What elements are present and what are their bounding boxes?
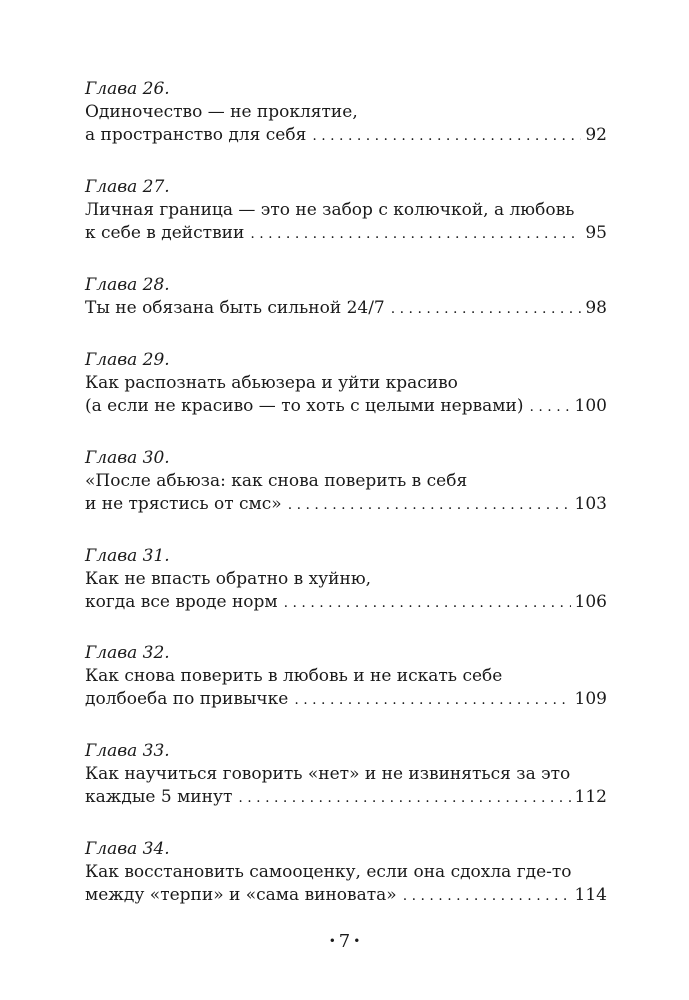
chapter-label: Глава 30. [85, 448, 170, 468]
toc-entry [85, 545, 607, 614]
chapter-title-text: (а если не красиво — то хоть с целыми нервами) [85, 396, 524, 416]
chapter-label: Глава 33. [85, 741, 170, 761]
chapter-title-line: Как научиться говорить «нет» и не извиняться за это [85, 764, 571, 784]
dot-leader [288, 493, 571, 516]
dot-leader [284, 591, 571, 614]
toc-entry [85, 838, 607, 907]
chapter-title-last-line [85, 297, 607, 320]
page-number: 92 [585, 125, 607, 145]
chapter-title-last-line [85, 395, 607, 418]
chapter-label: Глава 29. [85, 350, 170, 370]
page-number: 100 [574, 396, 607, 416]
page-number: 114 [574, 885, 607, 905]
chapter-title-text: а пространство для себя [85, 125, 307, 145]
page-folio [0, 930, 689, 955]
chapter-title-line: Как распознать абьюзера и уйти красиво [85, 373, 458, 393]
toc-entry [85, 176, 607, 245]
chapter-title-text: каждые 5 минут [85, 787, 233, 807]
toc-entry [85, 447, 607, 516]
chapter-title-last-line [85, 884, 607, 907]
folio-bullet-left: • [328, 934, 336, 948]
dot-leader [403, 884, 571, 907]
chapter-label: Глава 26. [85, 79, 170, 99]
chapter-label: Глава 27. [85, 177, 170, 197]
chapter-title-text: между «терпи» и «сама виновата» [85, 885, 397, 905]
toc-entry [85, 642, 607, 711]
chapter-title-line: «После абьюза: как снова поверить в себя [85, 471, 468, 491]
toc-entry [85, 274, 607, 320]
page-number: 109 [574, 689, 607, 709]
folio-page-number: 7 [338, 931, 351, 952]
chapter-title-last-line [85, 786, 607, 809]
chapter-label: Глава 28. [85, 275, 170, 295]
chapter-title-line: Как снова поверить в любовь и не искать себе [85, 666, 503, 686]
chapter-title-line: Одиночество — не проклятие, [85, 102, 358, 122]
dot-leader [294, 688, 570, 711]
toc-entry [85, 349, 607, 418]
chapter-title-text: когда все вроде норм [85, 592, 278, 612]
page-number: 112 [574, 787, 607, 807]
chapter-label: Глава 34. [85, 839, 170, 859]
chapter-title-last-line [85, 493, 607, 516]
chapter-title-last-line [85, 591, 607, 614]
dot-leader [391, 297, 582, 320]
dot-leader [238, 786, 570, 809]
toc-entry [85, 78, 607, 147]
chapter-label: Глава 31. [85, 546, 170, 566]
page-number: 103 [574, 494, 607, 514]
dot-leader [530, 395, 571, 418]
chapter-title-last-line [85, 124, 607, 147]
chapter-title-text: и не трястись от смс» [85, 494, 282, 514]
chapter-title-line: Как не впасть обратно в хуйню, [85, 569, 372, 589]
chapter-label: Глава 32. [85, 643, 170, 663]
chapter-title-text: к себе в действии [85, 223, 245, 243]
page-number: 98 [585, 298, 607, 318]
chapter-title-last-line [85, 688, 607, 711]
chapter-title-last-line [85, 222, 607, 245]
dot-leader [250, 222, 581, 245]
chapter-title-text: долбоеба по привычке [85, 689, 289, 709]
page-number: 106 [574, 592, 607, 612]
toc-entry [85, 740, 607, 809]
chapter-title-line: Личная граница — это не забор с колючкой, а любовь [85, 200, 575, 220]
folio-bullet-right: • [353, 934, 361, 948]
page-number: 95 [585, 223, 607, 243]
chapter-title-line: Как восстановить самооценку, если она сдохла где-то [85, 862, 572, 882]
dot-leader [312, 124, 581, 147]
chapter-title-text: Ты не обязана быть сильной 24/7 [85, 298, 385, 318]
